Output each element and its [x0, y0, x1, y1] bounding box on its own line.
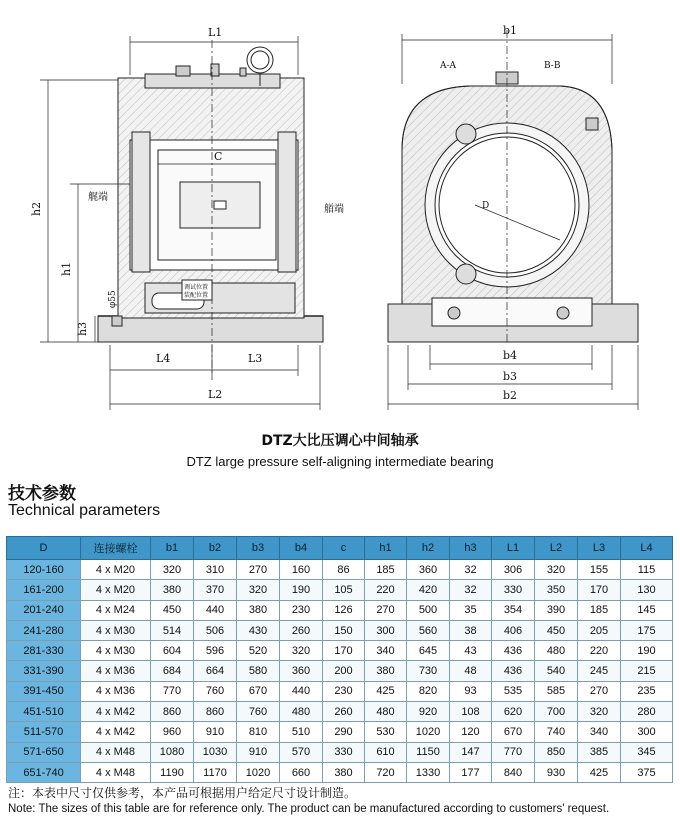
table-header-cell: L2 — [535, 537, 578, 560]
table-cell: 370 — [194, 580, 237, 600]
table-cell: 604 — [151, 641, 194, 661]
table-cell: 306 — [492, 560, 535, 580]
table-cell: 300 — [621, 722, 673, 742]
table-cell: 506 — [194, 620, 237, 640]
table-cell: 1330 — [407, 762, 450, 782]
table-cell: 4 x M20 — [81, 560, 151, 580]
table-cell: 380 — [237, 600, 280, 620]
table-cell: 310 — [194, 560, 237, 580]
table-cell: 320 — [237, 580, 280, 600]
table-row — [7, 560, 673, 580]
table-cell: 115 — [621, 560, 673, 580]
table-cell: 354 — [492, 600, 535, 620]
table-cell: 560 — [407, 620, 450, 640]
table-cell: 175 — [621, 620, 673, 640]
table-cell: 860 — [151, 702, 194, 722]
table-cell: 4 x M20 — [81, 580, 151, 600]
table-cell: 1170 — [194, 762, 237, 782]
table-cell: 230 — [280, 600, 323, 620]
table-cell: 450 — [535, 620, 578, 640]
table-row — [7, 722, 673, 742]
label-phi55: φ55 — [108, 290, 118, 308]
table-cell: 4 x M48 — [81, 762, 151, 782]
table-cell: 235 — [621, 681, 673, 701]
table-cell: 820 — [407, 681, 450, 701]
table-cell: 730 — [407, 661, 450, 681]
table-cell: 43 — [450, 641, 492, 661]
diameter-cell: 281-330 — [7, 641, 81, 661]
table-header-cell: L1 — [492, 537, 535, 560]
table-cell: 436 — [492, 641, 535, 661]
dim-L3: L3 — [248, 352, 263, 365]
parameters-table-container — [6, 536, 672, 783]
table-cell: 32 — [450, 560, 492, 580]
table-cell: 500 — [407, 600, 450, 620]
table-cell: 684 — [151, 661, 194, 681]
dim-C: C — [214, 150, 223, 163]
caption-chinese: DTZ大比压调心中间轴承 — [261, 433, 419, 449]
diameter-cell: 331-390 — [7, 661, 81, 681]
table-cell: 4 x M48 — [81, 742, 151, 762]
table-cell: 147 — [450, 742, 492, 762]
table-header-cell: b1 — [151, 537, 194, 560]
table-cell: 160 — [280, 560, 323, 580]
table-header-cell: b3 — [237, 537, 280, 560]
table-cell: 620 — [492, 702, 535, 722]
label-section-bb: B-B — [544, 61, 561, 71]
table-cell: 360 — [407, 560, 450, 580]
diameter-cell: 391-450 — [7, 681, 81, 701]
table-cell: 48 — [450, 661, 492, 681]
table-cell: 920 — [407, 702, 450, 722]
table-row — [7, 600, 673, 620]
table-cell: 740 — [535, 722, 578, 742]
table-cell: 480 — [365, 702, 407, 722]
table-cell: 4 x M30 — [81, 620, 151, 640]
table-cell: 345 — [621, 742, 673, 762]
table-cell: 177 — [450, 762, 492, 782]
table-cell: 4 x M36 — [81, 681, 151, 701]
table-cell: 150 — [323, 620, 365, 640]
table-cell: 93 — [450, 681, 492, 701]
note-chinese: 注：本表中尺寸仅供参考，本产品可根据用户给定尺寸设计制造。 — [8, 786, 357, 800]
table-cell: 260 — [323, 702, 365, 722]
section-title-english: Technical parameters — [8, 502, 161, 519]
table-cell: 1080 — [151, 742, 194, 762]
table-cell: 290 — [323, 722, 365, 742]
table-cell: 330 — [492, 580, 535, 600]
table-cell: 645 — [407, 641, 450, 661]
table-header-cell: h3 — [450, 537, 492, 560]
table-row — [7, 580, 673, 600]
table-cell: 380 — [365, 661, 407, 681]
table-cell: 430 — [237, 620, 280, 640]
table-cell: 86 — [323, 560, 365, 580]
table-cell: 770 — [151, 681, 194, 701]
table-cell: 375 — [621, 762, 673, 782]
table-cell: 38 — [450, 620, 492, 640]
table-row — [7, 661, 673, 681]
table-header-cell: L3 — [578, 537, 621, 560]
dim-L1: L1 — [208, 26, 223, 39]
table-cell: 1030 — [194, 742, 237, 762]
table-cell: 670 — [492, 722, 535, 742]
table-row — [7, 641, 673, 661]
table-cell: 350 — [535, 580, 578, 600]
table-cell: 480 — [280, 702, 323, 722]
diameter-cell: 451-510 — [7, 702, 81, 722]
table-cell: 510 — [280, 722, 323, 742]
dim-h1: h1 — [60, 261, 73, 276]
table-cell: 450 — [151, 600, 194, 620]
table-header-cell: b4 — [280, 537, 323, 560]
table-cell: 540 — [535, 661, 578, 681]
table-cell: 260 — [280, 620, 323, 640]
table-cell: 436 — [492, 661, 535, 681]
dim-b4: b4 — [503, 349, 518, 362]
diameter-cell: 201-240 — [7, 600, 81, 620]
table-cell: 440 — [280, 681, 323, 701]
table-cell: 570 — [280, 742, 323, 762]
table-cell: 420 — [407, 580, 450, 600]
dim-b3: b3 — [503, 370, 518, 383]
dim-D: D — [482, 201, 490, 211]
table-cell: 380 — [151, 580, 194, 600]
table-cell: 610 — [365, 742, 407, 762]
table-header-row — [7, 537, 673, 560]
table-cell: 320 — [578, 702, 621, 722]
table-cell: 155 — [578, 560, 621, 580]
table-cell: 170 — [578, 580, 621, 600]
table-cell: 850 — [535, 742, 578, 762]
table-header-cell: b2 — [194, 537, 237, 560]
table-header-cell: h2 — [407, 537, 450, 560]
table-header-cell: c — [323, 537, 365, 560]
table-row — [7, 702, 673, 722]
table-cell: 4 x M42 — [81, 702, 151, 722]
parameters-table — [6, 536, 673, 783]
table-cell: 425 — [578, 762, 621, 782]
table-cell: 270 — [578, 681, 621, 701]
table-cell: 105 — [323, 580, 365, 600]
table-cell: 126 — [323, 600, 365, 620]
dim-h2: h2 — [30, 201, 43, 216]
table-cell: 145 — [621, 600, 673, 620]
table-cell: 32 — [450, 580, 492, 600]
diameter-cell: 571-650 — [7, 742, 81, 762]
table-cell: 910 — [237, 742, 280, 762]
table-cell: 700 — [535, 702, 578, 722]
table-cell: 760 — [194, 681, 237, 701]
caption-english: DTZ large pressure self-aligning intermediate bearing — [186, 454, 494, 469]
table-cell: 810 — [237, 722, 280, 742]
table-cell: 585 — [535, 681, 578, 701]
table-cell: 860 — [194, 702, 237, 722]
table-cell: 535 — [492, 681, 535, 701]
table-cell: 185 — [365, 560, 407, 580]
table-cell: 520 — [237, 641, 280, 661]
table-cell: 1150 — [407, 742, 450, 762]
table-cell: 480 — [535, 641, 578, 661]
table-cell: 320 — [280, 641, 323, 661]
table-cell: 4 x M42 — [81, 722, 151, 742]
table-cell: 930 — [535, 762, 578, 782]
table-cell: 220 — [578, 641, 621, 661]
end-section-view — [388, 72, 638, 342]
table-header-cell: 连接螺栓 — [81, 537, 151, 560]
table-cell: 440 — [194, 600, 237, 620]
table-cell: 130 — [621, 580, 673, 600]
table-cell: 280 — [621, 702, 673, 722]
plate-line-1: 调试位置 — [184, 284, 209, 291]
table-row — [7, 620, 673, 640]
table-cell: 910 — [194, 722, 237, 742]
table-cell: 4 x M24 — [81, 600, 151, 620]
diameter-cell: 241-280 — [7, 620, 81, 640]
table-cell: 360 — [280, 661, 323, 681]
table-cell: 4 x M30 — [81, 641, 151, 661]
side-section-view — [98, 47, 323, 342]
table-cell: 760 — [237, 702, 280, 722]
table-cell: 108 — [450, 702, 492, 722]
table-cell: 385 — [578, 742, 621, 762]
table-cell: 220 — [365, 580, 407, 600]
table-cell: 960 — [151, 722, 194, 742]
diameter-cell: 651-740 — [7, 762, 81, 782]
table-cell: 580 — [237, 661, 280, 681]
table-cell: 320 — [535, 560, 578, 580]
table-cell: 390 — [535, 600, 578, 620]
table-cell: 425 — [365, 681, 407, 701]
dim-b1: b1 — [503, 24, 518, 37]
table-cell: 190 — [280, 580, 323, 600]
table-header-cell: h1 — [365, 537, 407, 560]
table-cell: 1020 — [237, 762, 280, 782]
label-stern-end: 艉端 — [88, 192, 108, 203]
table-cell: 840 — [492, 762, 535, 782]
table-cell: 340 — [365, 641, 407, 661]
diameter-cell: 511-570 — [7, 722, 81, 742]
table-cell: 406 — [492, 620, 535, 640]
table-row — [7, 762, 673, 782]
label-section-aa: A-A — [440, 61, 457, 71]
table-cell: 170 — [323, 641, 365, 661]
table-cell: 596 — [194, 641, 237, 661]
dim-b2: b2 — [503, 389, 518, 402]
table-cell: 770 — [492, 742, 535, 762]
diameter-cell: 161-200 — [7, 580, 81, 600]
table-cell: 1190 — [151, 762, 194, 782]
table-cell: 270 — [365, 600, 407, 620]
table-cell: 230 — [323, 681, 365, 701]
table-cell: 200 — [323, 661, 365, 681]
diameter-cell: 120-160 — [7, 560, 81, 580]
table-cell: 530 — [365, 722, 407, 742]
table-row — [7, 742, 673, 762]
table-cell: 215 — [621, 661, 673, 681]
table-cell: 245 — [578, 661, 621, 681]
table-cell: 190 — [621, 641, 673, 661]
table-header-cell: L4 — [621, 537, 673, 560]
table-cell: 330 — [323, 742, 365, 762]
table-header-cell: D — [7, 537, 81, 560]
table-cell: 340 — [578, 722, 621, 742]
table-cell: 660 — [280, 762, 323, 782]
dim-L2: L2 — [208, 388, 223, 401]
table-cell: 270 — [237, 560, 280, 580]
section-title-chinese: 技术参数 — [8, 484, 76, 504]
table-cell: 320 — [151, 560, 194, 580]
table-row — [7, 681, 673, 701]
table-cell: 1020 — [407, 722, 450, 742]
table-cell: 670 — [237, 681, 280, 701]
table-cell: 120 — [450, 722, 492, 742]
table-cell: 300 — [365, 620, 407, 640]
dim-h3: h3 — [76, 321, 89, 336]
table-cell: 664 — [194, 661, 237, 681]
table-cell: 720 — [365, 762, 407, 782]
table-cell: 185 — [578, 600, 621, 620]
label-bow-end: 艏端 — [324, 204, 344, 215]
table-cell: 205 — [578, 620, 621, 640]
table-cell: 514 — [151, 620, 194, 640]
note-english: Note: The sizes of this table are for reference only. The product can be manufactured according to customers' request. — [8, 803, 610, 815]
table-cell: 35 — [450, 600, 492, 620]
plate-line-2: 装配位置 — [184, 292, 209, 299]
dim-L4: L4 — [156, 352, 171, 365]
table-cell: 4 x M36 — [81, 661, 151, 681]
table-cell: 380 — [323, 762, 365, 782]
